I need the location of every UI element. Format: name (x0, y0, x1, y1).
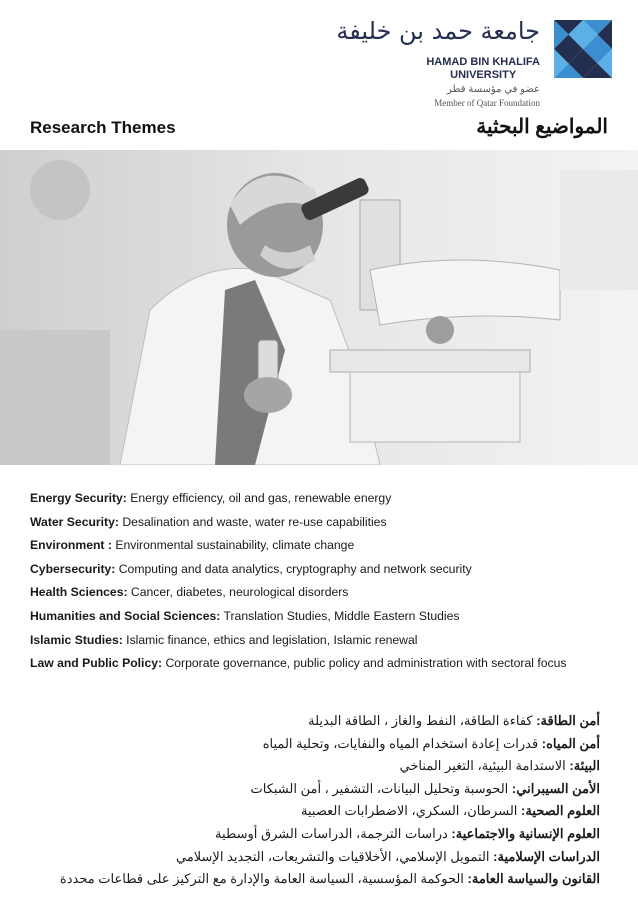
list-item (30, 511, 620, 535)
themes-list-english (30, 487, 620, 676)
theme-desc: Computing and data analytics, cryptography and network security (115, 561, 472, 576)
theme-desc: الحوكمة المؤسسية، السياسة العامة والإدارة مع التركيز على قطاعات محددة (59, 871, 468, 887)
list-item (30, 558, 620, 582)
theme-label: العلوم الصحية: (521, 803, 600, 819)
theme-desc: Translation Studies, Middle Eastern Studies (220, 608, 460, 623)
themes-list-arabic (40, 710, 600, 891)
theme-label: Law and Public Policy: (30, 656, 163, 671)
logo-english-line2: UNIVERSITY (450, 69, 517, 81)
logo-english-line1: HAMAD BIN KHALIFA (426, 56, 540, 68)
list-item (30, 605, 620, 629)
theme-desc: Cancer, diabetes, neurological disorders (127, 585, 349, 600)
theme-label: Humanities and Social Sciences: (30, 608, 221, 623)
theme-desc: الاستدامة البيئية، التغير المناخي (399, 758, 570, 774)
theme-label: Environment : (30, 538, 112, 553)
theme-label: Islamic Studies: (30, 632, 123, 647)
theme-desc: Environmental sustainability, climate change (111, 538, 355, 553)
list-item (40, 846, 600, 869)
theme-label: الأمن السيبراني: (511, 780, 600, 796)
theme-label: Water Security: (30, 514, 119, 529)
list-item (40, 778, 600, 801)
theme-desc: الحوسبة وتحليل البيانات، التشفير ، أمن الشبكات (250, 780, 512, 796)
scientist-photo (0, 150, 638, 465)
member-english: Member of Qatar Foundation (434, 98, 540, 108)
list-item (30, 652, 620, 676)
theme-desc: كفاءة الطاقة، النفط والغاز ، الطاقة البديلة (308, 713, 537, 728)
page-title-arabic: المواضيع البحثية (476, 116, 608, 138)
list-item (30, 534, 620, 558)
theme-label: Energy Security: (30, 491, 127, 505)
theme-label: العلوم الإنسانية والاجتماعية: (451, 825, 600, 841)
hbku-logo-mark-icon (554, 20, 612, 78)
list-item (30, 629, 620, 653)
theme-label: أمن المياه: (541, 735, 600, 751)
list-item (30, 581, 620, 605)
university-logo (336, 17, 612, 110)
theme-label: أمن الطاقة: (536, 713, 600, 728)
theme-desc: قدرات إعادة استخدام المياه والنفايات، وتحلية المياه (262, 735, 542, 751)
list-item (40, 823, 600, 846)
theme-label: Health Sciences: (30, 585, 128, 600)
theme-desc: Energy efficiency, oil and gas, renewable energy (126, 491, 392, 505)
theme-label: الدراسات الإسلامية: (493, 848, 600, 864)
list-item (40, 868, 600, 891)
theme-desc: Corporate governance, public policy and administration with sectoral focus (162, 656, 567, 671)
page-title-english: Research Themes (30, 118, 176, 137)
list-item (30, 487, 620, 511)
list-item (40, 800, 600, 823)
logo-arabic-name: جامعة حمد بن خليفة (336, 17, 540, 45)
theme-label: البيئة: (569, 758, 600, 774)
theme-desc: Islamic finance, ethics and legislation, Islamic renewal (122, 632, 418, 647)
theme-label: Cybersecurity: (30, 561, 116, 576)
member-arabic: عضو في مؤسسة قطر (447, 84, 540, 95)
list-item (40, 710, 600, 733)
logo-english-name (426, 56, 540, 82)
theme-desc: السرطان، السكري، الاضطرابات العصبية (301, 803, 522, 819)
theme-label: القانون والسياسة العامة: (467, 871, 600, 887)
theme-desc: دراسات الترجمة، الدراسات الشرق أوسطية (215, 825, 452, 841)
list-item (40, 755, 600, 778)
list-item (40, 733, 600, 756)
theme-desc: التمويل الإسلامي، الأخلاقيات والتشريعات، التجديد الإسلامي (175, 848, 494, 864)
theme-desc: Desalination and waste, water re-use capabilities (118, 514, 387, 529)
